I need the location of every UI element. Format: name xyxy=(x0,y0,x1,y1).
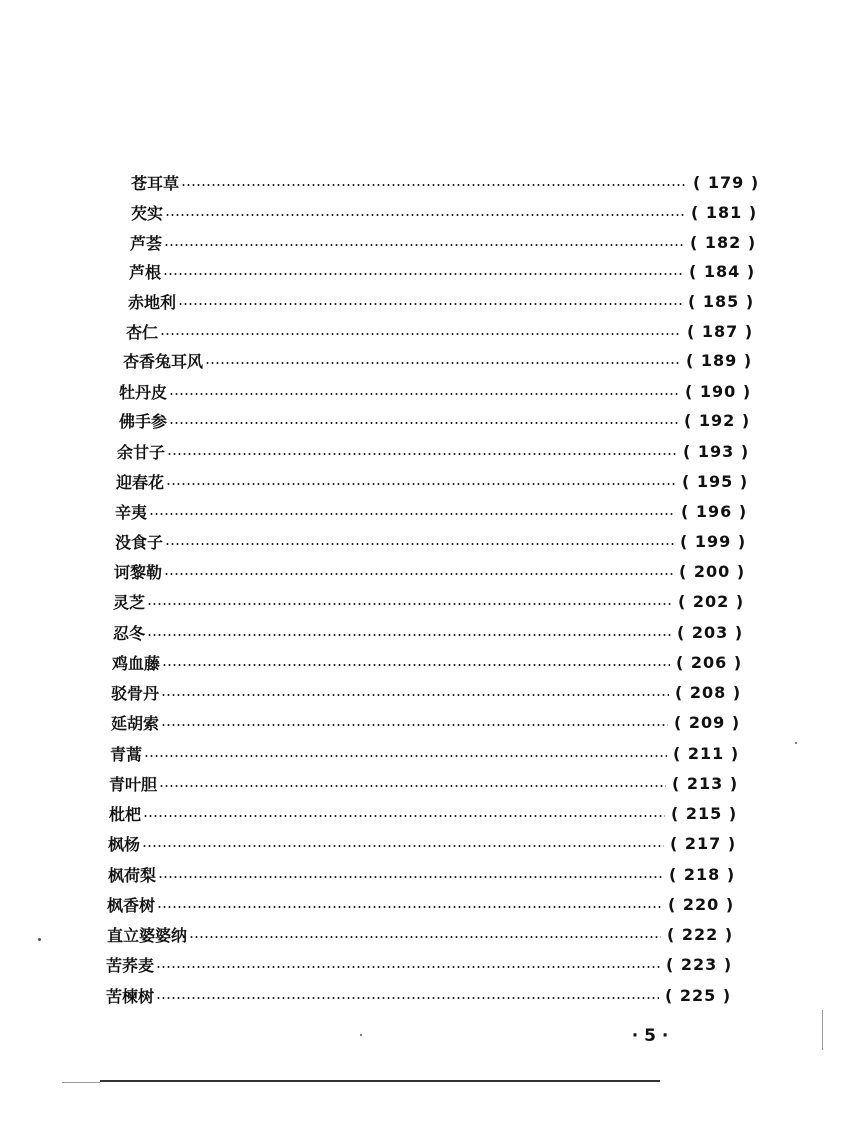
entry-page: ( 185 ) xyxy=(688,291,755,311)
dot-leader xyxy=(161,724,668,726)
entry-page: ( 181 ) xyxy=(691,202,758,222)
entry-name: 枫杨 xyxy=(108,834,141,854)
entry-name: 余甘子 xyxy=(117,442,166,462)
entry-page: ( 195 ) xyxy=(682,471,749,491)
scan-speck xyxy=(360,1034,362,1036)
toc-entry xyxy=(131,198,758,226)
toc-entry xyxy=(115,527,747,555)
entry-page: ( 190 ) xyxy=(685,381,752,401)
entry-name: 苍耳草 xyxy=(131,173,180,193)
toc-entry xyxy=(114,557,746,585)
dot-leader xyxy=(143,815,665,817)
entry-page: ( 199 ) xyxy=(680,531,747,551)
dot-leader xyxy=(205,362,680,364)
dot-leader xyxy=(169,393,679,395)
toc-entry xyxy=(123,346,753,374)
entry-page: ( 196 ) xyxy=(681,501,748,521)
entry-page: ( 217 ) xyxy=(670,833,737,853)
toc-entry xyxy=(108,860,736,888)
bottom-rule-fragment xyxy=(62,1082,100,1083)
scan-speck xyxy=(822,1010,823,1050)
entry-name: 灵芝 xyxy=(113,592,146,612)
entry-page: ( 179 ) xyxy=(693,172,760,192)
dot-leader xyxy=(181,184,687,186)
toc-entry xyxy=(117,437,750,465)
entry-page: ( 211 ) xyxy=(673,743,740,763)
entry-page: ( 184 ) xyxy=(689,261,756,281)
toc-entry xyxy=(111,678,742,706)
entry-page: ( 187 ) xyxy=(687,321,754,341)
entry-name: 延胡索 xyxy=(111,713,160,733)
entry-name: 杏仁 xyxy=(126,322,159,342)
dot-leader xyxy=(147,603,672,605)
entry-name: 芡实 xyxy=(131,203,164,223)
dot-leader xyxy=(164,244,684,246)
entry-name: 枫荷梨 xyxy=(108,865,157,885)
dot-leader xyxy=(159,785,666,787)
scan-speck xyxy=(795,742,797,744)
entry-page: ( 215 ) xyxy=(671,803,738,823)
dot-leader xyxy=(178,303,682,305)
entry-page: ( 189 ) xyxy=(686,350,753,370)
entry-page: ( 218 ) xyxy=(669,864,736,884)
dot-leader xyxy=(164,573,673,575)
dot-leader xyxy=(156,997,659,999)
scan-speck xyxy=(38,938,41,941)
page-number: · 5 · xyxy=(631,1026,669,1046)
dot-leader xyxy=(160,333,681,335)
toc-entry xyxy=(112,648,743,676)
dot-leader xyxy=(163,273,683,275)
toc-entry xyxy=(113,618,744,646)
toc-entry xyxy=(110,739,740,767)
dot-leader xyxy=(189,936,661,938)
dot-leader xyxy=(165,214,685,216)
toc-entry xyxy=(126,317,754,345)
toc-entry xyxy=(107,920,734,948)
entry-name: 青蒿 xyxy=(110,744,143,764)
dot-leader xyxy=(156,966,660,968)
dot-leader xyxy=(162,664,670,666)
entry-page: ( 220 ) xyxy=(668,894,735,914)
entry-page: ( 202 ) xyxy=(678,591,745,611)
entry-page: ( 193 ) xyxy=(683,441,750,461)
entry-page: ( 208 ) xyxy=(675,682,742,702)
dot-leader xyxy=(161,694,669,696)
entry-name: 枫香树 xyxy=(107,895,156,915)
toc-entry xyxy=(128,287,755,315)
entry-page: ( 203 ) xyxy=(677,622,744,642)
dot-leader xyxy=(158,876,663,878)
toc-entry xyxy=(109,799,738,827)
entry-name: 枇杷 xyxy=(109,804,142,824)
toc-entry xyxy=(116,467,749,495)
toc-entry xyxy=(119,377,752,405)
entry-page: ( 182 ) xyxy=(690,232,757,252)
entry-name: 鸡血藤 xyxy=(112,653,161,673)
toc-entry xyxy=(129,257,756,285)
dot-leader xyxy=(149,513,675,515)
entry-name: 忍冬 xyxy=(113,623,146,643)
entry-page: ( 206 ) xyxy=(676,652,743,672)
toc-entry xyxy=(131,168,760,196)
dot-leader xyxy=(169,422,678,424)
entry-name: 芦荟 xyxy=(130,233,163,253)
entry-name: 牡丹皮 xyxy=(119,382,168,402)
entry-name: 青叶胆 xyxy=(109,774,158,794)
dot-leader xyxy=(166,483,676,485)
entry-name: 苦荞麦 xyxy=(106,955,155,975)
toc-entry xyxy=(109,769,739,797)
entry-name: 辛夷 xyxy=(115,502,148,522)
dot-leader xyxy=(147,634,671,636)
entry-page: ( 192 ) xyxy=(684,410,751,430)
entry-page: ( 213 ) xyxy=(672,773,739,793)
entry-page: ( 223 ) xyxy=(666,954,733,974)
entry-name: 没食子 xyxy=(115,532,164,552)
dot-leader xyxy=(142,845,664,847)
bottom-rule xyxy=(100,1080,660,1082)
toc-entry xyxy=(106,950,733,978)
entry-name: 杏香兔耳风 xyxy=(123,351,204,371)
entry-name: 迎春花 xyxy=(116,472,165,492)
toc-entry xyxy=(130,228,757,256)
entry-name: 驳骨丹 xyxy=(111,683,160,703)
entry-page: ( 200 ) xyxy=(679,561,746,581)
entry-page: ( 209 ) xyxy=(674,712,741,732)
entry-name: 佛手参 xyxy=(119,411,168,431)
dot-leader xyxy=(157,906,662,908)
entry-name: 赤地利 xyxy=(128,292,177,312)
entry-page: ( 222 ) xyxy=(667,924,734,944)
dot-leader xyxy=(144,755,667,757)
entry-name: 芦根 xyxy=(129,262,162,282)
toc-entry xyxy=(107,890,735,918)
dot-leader xyxy=(167,453,677,455)
entry-page: ( 225 ) xyxy=(665,985,732,1005)
toc-entry xyxy=(108,829,737,857)
toc-entry xyxy=(106,981,732,1009)
entry-name: 诃黎勒 xyxy=(114,562,163,582)
entry-name: 苦楝树 xyxy=(106,986,155,1006)
dot-leader xyxy=(165,543,674,545)
toc-entry xyxy=(113,587,745,615)
entry-name: 直立婆婆纳 xyxy=(107,925,188,945)
toc-entry xyxy=(111,708,741,736)
toc-entry xyxy=(119,406,751,434)
toc-entry xyxy=(115,497,748,525)
